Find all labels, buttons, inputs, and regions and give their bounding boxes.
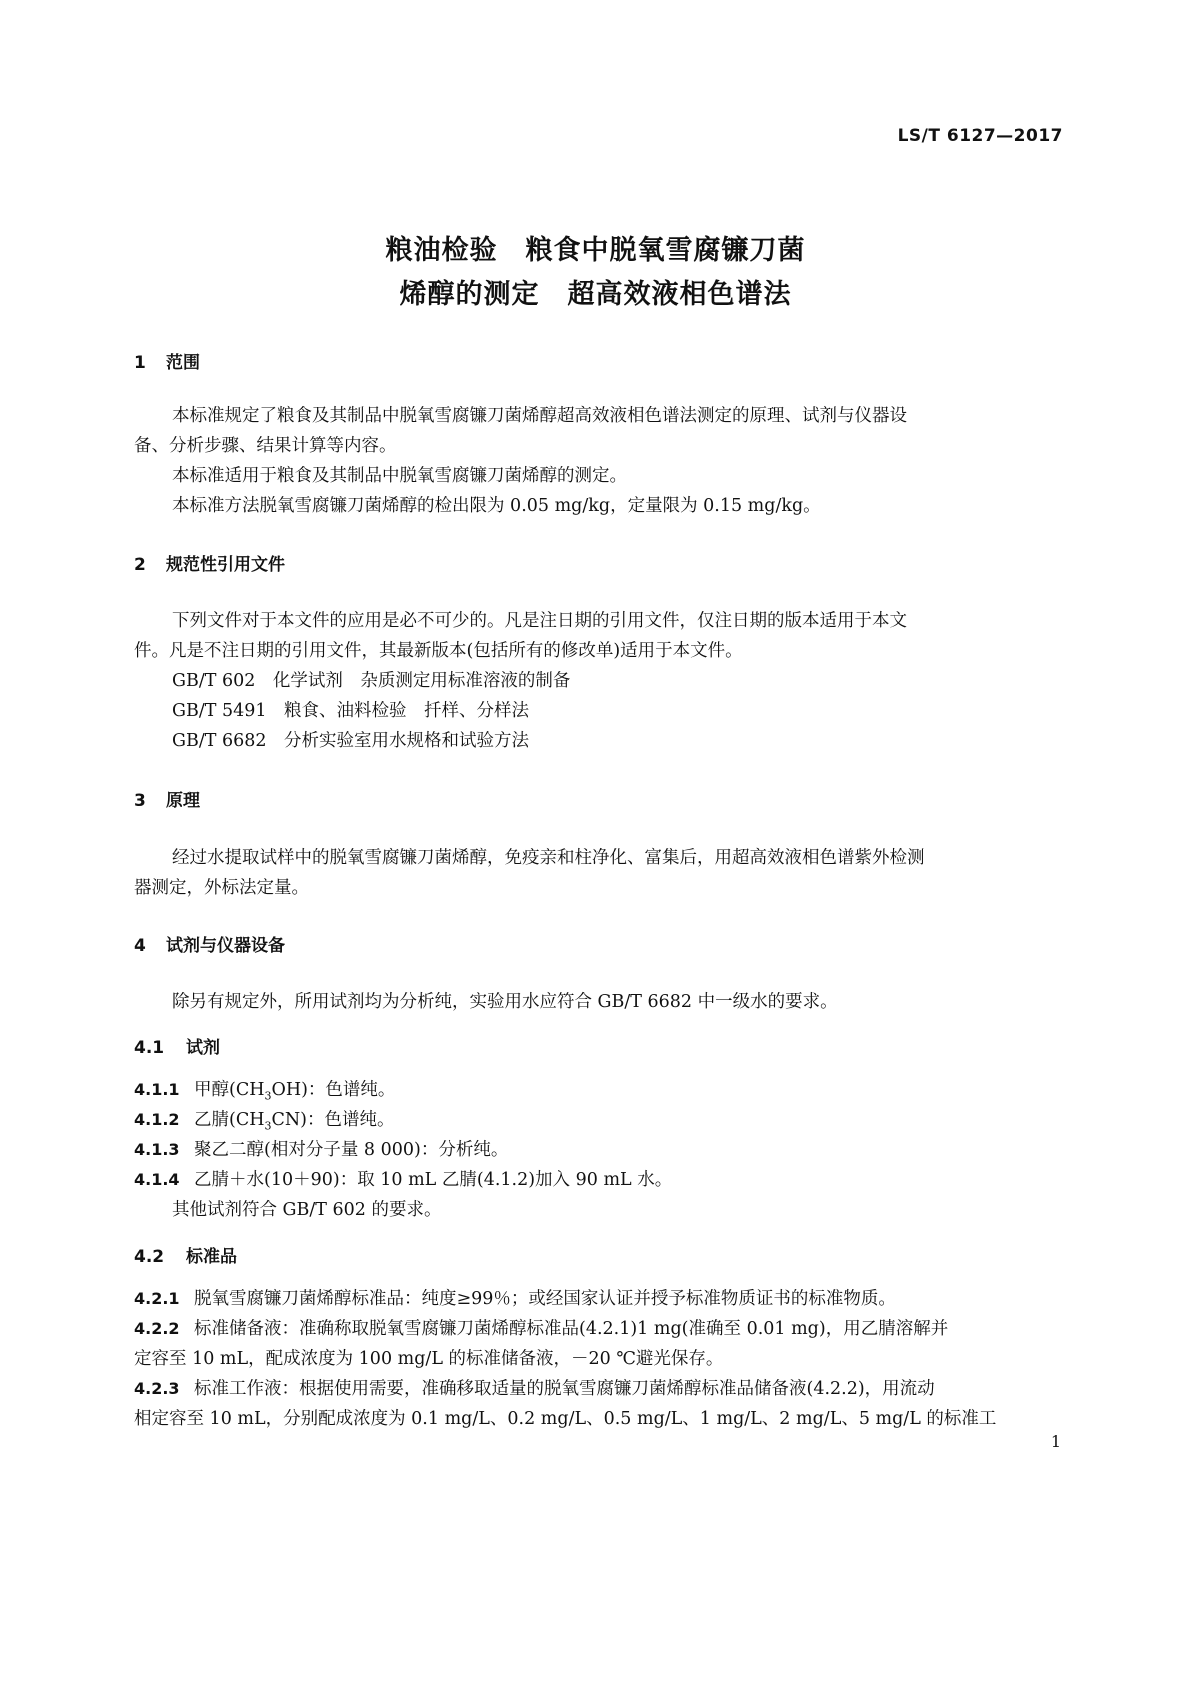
reference-item: GB/T 5491 粮食、油料检验 扦样、分样法 (172, 701, 530, 721)
section-title: 试剂 (186, 1038, 220, 1058)
clause-item (134, 1136, 1059, 1161)
section-2-heading (134, 550, 285, 575)
section-1-heading (134, 348, 200, 373)
clause-item (134, 1315, 1059, 1340)
title-line-1: 粮油检验 粮食中脱氧雪腐镰刀菌 (385, 235, 806, 266)
clause-text: 甲醇(CH (194, 1080, 265, 1100)
paragraph-line: 其他试剂符合 GB/T 602 的要求。 (172, 1200, 442, 1220)
clause-number: 4.1.3 (134, 1140, 180, 1159)
section-title: 原理 (166, 791, 200, 811)
reference-item: GB/T 602 化学试剂 杂质测定用标准溶液的制备 (172, 671, 571, 691)
subsection-4-2-heading (134, 1242, 237, 1267)
section-4-heading (134, 931, 285, 956)
section-title: 范围 (166, 353, 200, 373)
paragraph-line: 件。凡是不注日期的引用文件，其最新版本(包括所有的修改单)适用于本文件。 (134, 641, 743, 661)
subscript: 3 (264, 1089, 272, 1103)
clause-text: 标准工作液：根据使用需要，准确移取适量的脱氧雪腐镰刀菌烯醇标准品储备液(4.2.2)，用流动 (194, 1379, 935, 1399)
section-number: 3 (134, 791, 146, 811)
clause-text: OH)：色谱纯。 (271, 1080, 396, 1100)
paragraph-line: 经过水提取试样中的脱氧雪腐镰刀菌烯醇，免疫亲和柱净化、富集后，用超高效液相色谱紫外检测 (172, 848, 925, 868)
clause-text: 标准储备液：准确称取脱氧雪腐镰刀菌烯醇标准品(4.2.1)1 mg(准确至 0.01 mg)，用乙腈溶解并 (194, 1319, 949, 1339)
section-number: 2 (134, 555, 146, 575)
section-title: 规范性引用文件 (166, 555, 285, 575)
paragraph-line: 备、分析步骤、结果计算等内容。 (134, 436, 397, 456)
clause-number: 4.2.3 (134, 1379, 180, 1398)
section-number: 1 (134, 353, 146, 373)
clause-number: 4.2.1 (134, 1289, 180, 1308)
paragraph-line: 定容至 10 mL，配成浓度为 100 mg/L 的标准储备液，－20 ℃避光保存。 (134, 1349, 724, 1369)
subscript: 3 (264, 1119, 272, 1133)
section-3-heading (134, 786, 200, 811)
reference-item: GB/T 6682 分析实验室用水规格和试验方法 (172, 731, 530, 751)
standard-number: LS/T 6127—2017 (897, 126, 1063, 146)
paragraph-line: 本标准规定了粮食及其制品中脱氧雪腐镰刀菌烯醇超高效液相色谱法测定的原理、试剂与仪器设 (172, 406, 907, 426)
clause-item (134, 1375, 1059, 1400)
clause-number: 4.1.2 (134, 1110, 180, 1129)
clause-item (134, 1285, 1059, 1310)
clause-item (134, 1106, 1059, 1133)
section-title: 标准品 (186, 1247, 237, 1267)
clause-text: 脱氧雪腐镰刀菌烯醇标准品：纯度≥99％；或经国家认证并授予标准物质证书的标准物质。 (194, 1289, 896, 1309)
paragraph-line: 相定容至 10 mL，分别配成浓度为 0.1 mg/L、0.2 mg/L、0.5 mg/L、1 mg/L、2 mg/L、5 mg/L 的标准工 (134, 1409, 997, 1429)
paragraph-line: 器测定，外标法定量。 (134, 878, 309, 898)
clause-number: 4.1.1 (134, 1080, 180, 1099)
paragraph-line: 除另有规定外，所用试剂均为分析纯，实验用水应符合 GB/T 6682 中一级水的要求。 (172, 992, 838, 1012)
subsection-4-1-heading (134, 1033, 220, 1058)
clause-text: 乙腈(CH (194, 1110, 265, 1130)
page-number: 1 (1050, 1432, 1061, 1451)
clause-text: 乙腈＋水(10＋90)：取 10 mL 乙腈(4.1.2)加入 90 mL 水。 (194, 1170, 673, 1190)
section-number: 4.1 (134, 1038, 165, 1058)
clause-text: 聚乙二醇(相对分子量 8 000)：分析纯。 (194, 1140, 509, 1160)
clause-number: 4.1.4 (134, 1170, 180, 1189)
title-line-2: 烯醇的测定 超高效液相色谱法 (399, 279, 792, 310)
clause-number: 4.2.2 (134, 1319, 180, 1338)
clause-item (134, 1076, 1059, 1103)
paragraph-line: 本标准适用于粮食及其制品中脱氧雪腐镰刀菌烯醇的测定。 (172, 466, 627, 486)
paragraph-line: 本标准方法脱氧雪腐镰刀菌烯醇的检出限为 0.05 mg/kg，定量限为 0.15 mg/kg。 (172, 496, 821, 516)
clause-text: CN)：色谱纯。 (271, 1110, 395, 1130)
paragraph-line: 下列文件对于本文件的应用是必不可少的。凡是注日期的引用文件，仅注日期的版本适用于本文 (172, 611, 907, 631)
clause-item (134, 1166, 1059, 1191)
section-number: 4 (134, 936, 146, 956)
section-title: 试剂与仪器设备 (166, 936, 285, 956)
section-number: 4.2 (134, 1247, 165, 1267)
